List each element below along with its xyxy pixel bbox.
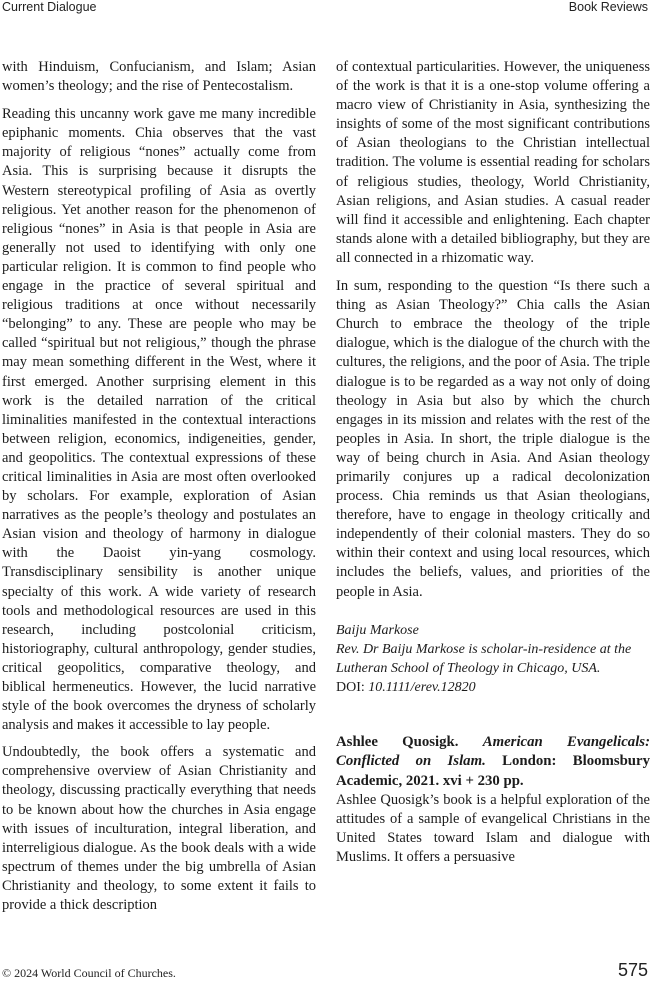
- review-heading: [336, 733, 650, 792]
- paragraph: In sum, responding to the question “Is there such a thing as Asian Theology?” Chia calls the Asian Church to embrace the theology of the triple dialogue, which is the dialogue of the church with the cultures, the religions, and the poor of Asia. The triple dialogue is to be regarded as a way not only of doing theology in Asia but also by which the church engages in its mission and relates with the rest of the peoples in Asia. In short, the triple dialogue is the way of being church in Asia. And Asian theology primarily conjures up a radical decolonization process. Chia reminds us that Asian theologians, therefore, have to engage in theology critically and independently of their colonial masters. They do so within their context and using local resources, which includes the beliefs, values, and priorities of the people in Asia.: [336, 278, 650, 600]
- reviewer-signature: [336, 621, 650, 697]
- doi: [336, 678, 650, 697]
- left-column: [2, 58, 316, 923]
- doi-value: 10.1111/erev.12820: [368, 679, 476, 695]
- reviewer-affiliation: Rev. Dr Baiju Markose is scholar-in-residence at the: [336, 641, 632, 657]
- reviewer-name: Baiju Markose: [336, 622, 419, 638]
- page-number: 575: [617, 960, 648, 980]
- paragraph: with Hinduism, Confucianism, and Islam; Asian women’s theology; and the rise of Pentecostalism.: [2, 59, 316, 95]
- book-author: Ashlee Quosigk.: [336, 733, 483, 750]
- running-head: [0, 0, 650, 16]
- right-column: [336, 58, 650, 876]
- book-publication: London: Bloomsbury Academic, 2021. xvi + 230 pp.: [336, 753, 650, 789]
- page-footer: [0, 960, 650, 981]
- paragraph: Reading this uncanny work gave me many incredible epiphanic moments. Chia observes that the vast majority of religious “nones” actually come from Asia. This is surprising because it disrupts the Western stereotypical profiling of Asia as overtly religious. Yet another reason for the phenomenon of religious “nones” in Asia is that people in Asia are generally not used to identifying with only one particular religion. It is common to find people who engage in the practice of several spiritual and religious traditions at once without necessarily “belonging” to any. These are people who may be called “spiritual but not religious,” though the phrase may mean something different in the West, where it first emerged. Another surprising element in this work is the detailed narration of the critical liminalities manifested in the contextual interactions between religion, economics, indigeneities, gender, and geopolitics. The contextual expressions of these critical liminalities in Asia are most often overlooked by scholars. For example, exploration of Asian narratives as the people’s theology and postulates an Asian vision and theology of harmony in dialogue with the Daoist yin-yang cosmology. Transdisciplinary sensibility is another unique specialty of this work. A wide variety of research tools and methodological resources are used in this research, including postcolonial criticism, historiography, cultural anthropology, gender studies, critical geopolitics, comparative theology, and biblical hermeneutics. However, the lucid narrative style of the book overcomes the dryness of scholarly analysis and makes it accessible to lay people.: [2, 106, 316, 734]
- doi-label: DOI:: [336, 679, 369, 695]
- paragraph: Ashlee Quosigk’s book is a helpful exploration of the attitudes of a sample of evangelical Christians in the United States toward Islam and dialogue with Muslims. It offers a persuasive: [336, 792, 650, 866]
- reviewer-affiliation: Lutheran School of Theology in Chicago, USA.: [336, 660, 601, 676]
- section-label: Book Reviews: [568, 0, 648, 14]
- paragraph: of contextual particularities. However, the uniqueness of the work is that it is a one-stop volume offering a macro view of Christianity in Asia, synthesizing the insights of some of the most significant contributions of Asian theologians to the Christian intellectual tradition. The volume is essential reading for scholars of religious studies, theology, World Christianity, Asian religions, and Asian studies. A casual reader will find it accessible and enlightening. Each chapter stands alone with a detailed bibliography, but they are all connected in a rhizomatic way.: [336, 59, 650, 266]
- journal-section-title: Current Dialogue: [2, 0, 97, 14]
- copyright: © 2024 World Council of Churches.: [2, 966, 176, 980]
- book-title: American Evangelicals: Conflicted on Islam.: [336, 733, 650, 770]
- paragraph: Undoubtedly, the book offers a systematic and comprehensive overview of Asian Christianity and theology, discussing practically everything that needs to be known about how the churches in Asia engage with issues of inculturation, integral liberation, and interreligious dialogue. As the book deals with a wide spectrum of themes under the big umbrella of Asian Christianity and theology, to some extent it fails to provide a thick description: [2, 744, 316, 914]
